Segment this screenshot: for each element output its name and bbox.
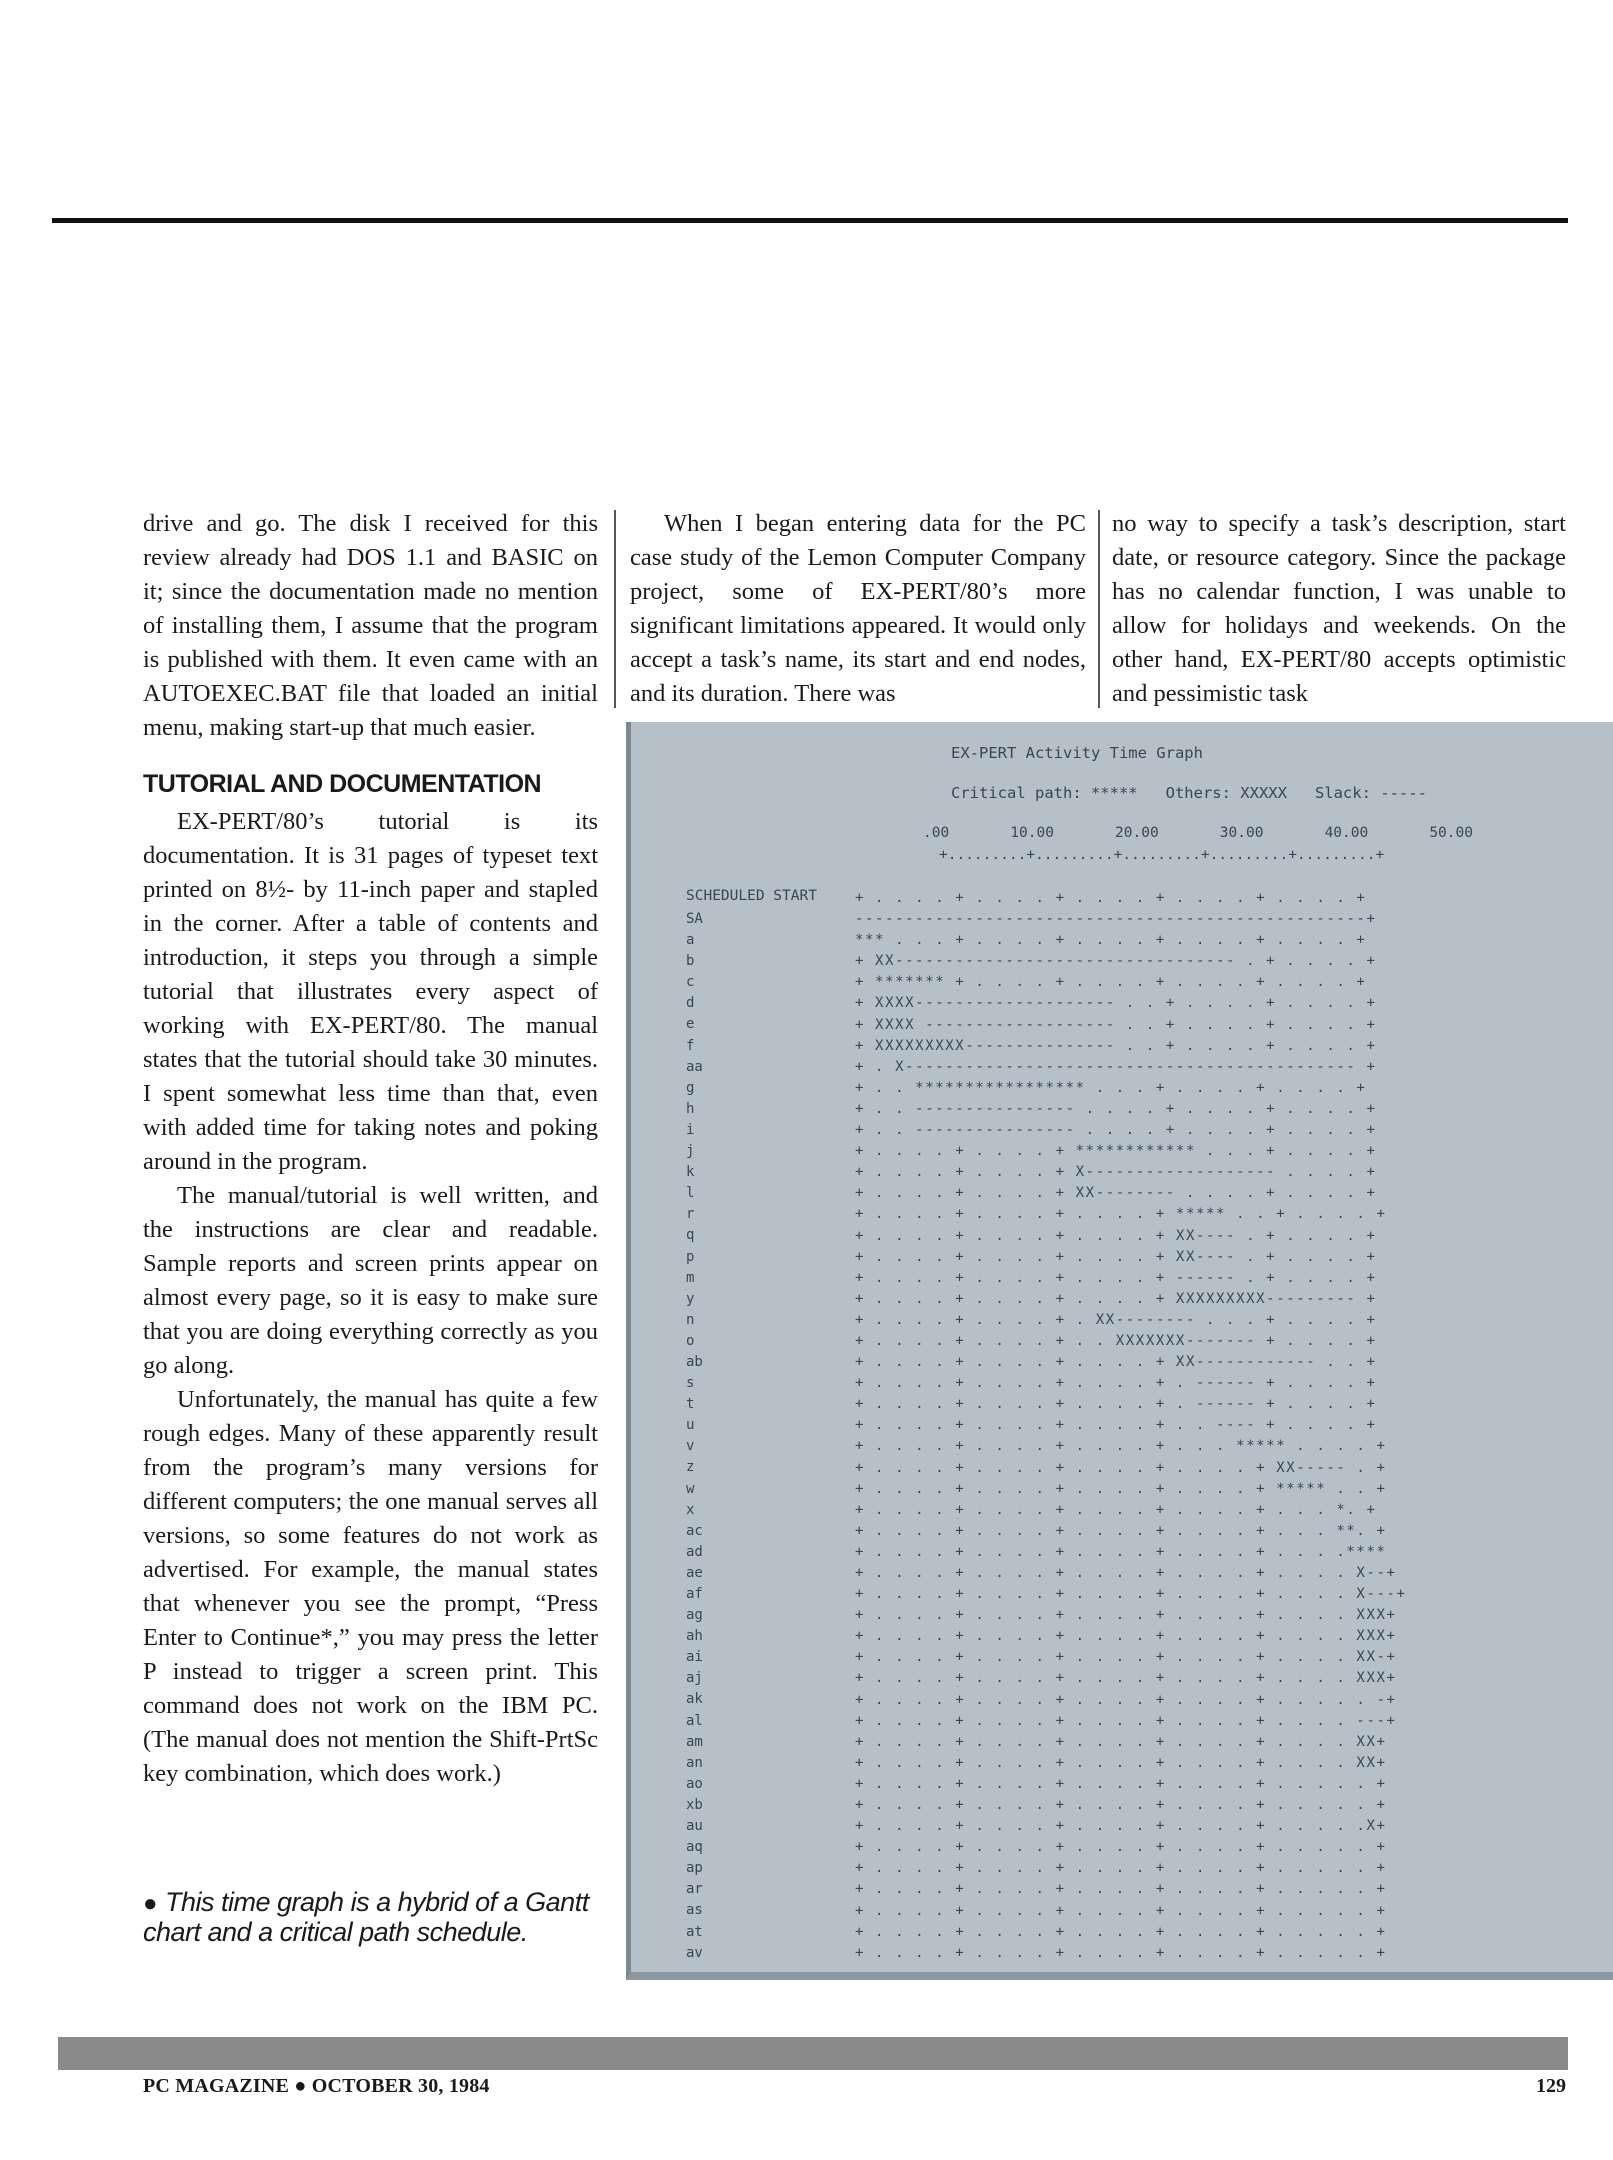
task-bar-row: + . . . . + . . . . + . . . . + . . . . + . . . . XX+ (855, 1733, 1387, 1750)
task-label: e (686, 1016, 695, 1033)
task-bar-row: + . . . . + . . . . + . . . . + . . . . + . . . . . + (855, 1923, 1387, 1940)
task-label: k (686, 1164, 695, 1181)
task-label: x (686, 1501, 695, 1518)
task-label: SA (686, 911, 703, 927)
task-bar-row: + . . ---------------- . . . . + . . . . + . . . . + (855, 1100, 1377, 1117)
task-bar-row: + . . . . + . . . . + . . . . + . . . . + ***** . . + (855, 1480, 1387, 1497)
task-bar-row: *** . . . + . . . . + . . . . + . . . . + . . . . + (855, 932, 1367, 949)
task-bar-row: + . . . . + . . . . + . . . . + . ------ + . . . . + (855, 1396, 1377, 1413)
task-bar-row: + . . . . + . . . . + . . . . + . . . . + . . . **. + (855, 1522, 1387, 1539)
task-label: ai (686, 1649, 703, 1666)
task-bar-row: + . . . . + . . . . + X------------------- . . . . + (855, 1164, 1377, 1181)
screen-legend: Critical path: ***** Others: XXXXX Slack: ----- (951, 784, 1427, 802)
task-label: f (686, 1037, 695, 1054)
task-bar-row: + . . . . + . . . . + . . . . + . . . . + . . . . .X+ (855, 1818, 1387, 1835)
column-divider (1098, 510, 1100, 708)
task-label: ar (686, 1881, 703, 1898)
task-label: v (686, 1438, 695, 1455)
task-bar-row: + XXXX-------------------- . . + . . . . + . . . . + (855, 995, 1377, 1012)
section-heading: TUTORIAL AND DOCUMENTATION (143, 770, 542, 798)
rough-edges-paragraph: Unfortunately, the manual has quite a few rough edges. Many of these apparently result from the program’s many versions for different computers; the one manual serves all versions, so some features do not work as advertised. For example, the manual states that whenever you see the prompt, “Press Enter to Continue*,” you may press the letter P instead to trigger a screen print. This command does not work on the IBM PC. (The manual does not mention the Shift-PrtSc key combination, which does work.) (143, 1386, 598, 1787)
task-label: xb (686, 1796, 703, 1813)
task-label: r (686, 1206, 695, 1223)
footer-bar (58, 2037, 1568, 2070)
task-label: o (686, 1332, 695, 1349)
task-label: aq (686, 1839, 703, 1856)
task-label: h (686, 1100, 695, 1117)
task-label: t (686, 1396, 695, 1413)
task-bar-row: + . . . . + . . . . + . . . . + XX---- . + . . . . + (855, 1227, 1377, 1244)
task-label: ao (686, 1775, 703, 1792)
task-label: au (686, 1818, 703, 1835)
task-bar-row: + . . . . + . . . . + XX-------- . . . . + . . . . + (855, 1185, 1377, 1202)
article-column-3 (1112, 507, 1566, 711)
task-bar-row: + . . . . + . . . . + . . . . + ***** . . + . . . . + (855, 1206, 1387, 1223)
task-bar-row: + . X--------------------------------------------- + (855, 1058, 1377, 1075)
task-bar-row: + . . . . + . . . . + . . . . + . . . . + . . . . ---+ (855, 1712, 1397, 1729)
task-bar-row: + . . . . + . . . . + . . XXXXXXX------- + . . . . + (855, 1332, 1377, 1349)
task-label-column (686, 909, 806, 1964)
task-bar-row: + . . . . + . . . . + . . . . + . . . . + . . . . . -+ (855, 1691, 1397, 1708)
task-label: l (686, 1185, 695, 1202)
task-bar-row: + . . . . + . . . . + . . . . + . . . . + . . . . XXX+ (855, 1628, 1397, 1645)
time-graph-screenshot (626, 722, 1613, 1980)
task-label: a (686, 932, 695, 949)
task-label: b (686, 953, 695, 970)
task-label: y (686, 1290, 695, 1307)
task-bar-row: + . . ***************** . . . + . . . . + . . . . + (855, 1079, 1367, 1096)
figure-caption (143, 1888, 593, 1947)
task-label: j (686, 1143, 695, 1160)
task-bar-row: + . . . . + . . . . + . . . . + . . . . + . . . . . + (855, 1902, 1387, 1919)
task-bar-row: + . . . . + . . . . + ************ . . . + . . . . + (855, 1143, 1377, 1160)
task-bar-row: + . . . . + . . . . + . . . . + . . . . + . . . . . + (855, 1797, 1387, 1814)
task-bar-row: + . . . . + . . . . + . . . . + . . . . + XX----- . + (855, 1459, 1387, 1476)
task-bar-row: + . . . . + . . . . + . . . . + . . . . + . . . . XX+ (855, 1754, 1387, 1771)
task-bar-row: + . . . . + . . . . + . . . . + XX---- . + . . . . + (855, 1248, 1377, 1265)
top-rule (52, 218, 1568, 223)
task-bar-row: + . . . . + . . . . + . . . . + . . . . + . . . . X--+ (855, 1565, 1397, 1581)
task-bar-row: + . . . . + . . . . + . . . . + . . . . + . . . . . + (855, 1944, 1387, 1961)
task-bar-row: + . . . . + . . . . + . . . . + . . . . + . . . . . + (855, 1839, 1387, 1856)
article-column-2 (630, 507, 1086, 711)
page-number: 129 (1536, 2075, 1566, 2097)
task-label: i (686, 1121, 695, 1138)
task-label: aa (686, 1058, 703, 1075)
task-bar-row: + XXXX ------------------- . . + . . . . + . . . . + (855, 1016, 1377, 1033)
scheduled-start-header: SCHEDULED START (686, 888, 817, 904)
task-bar-row: ---------------------------------------------------+ (855, 911, 1377, 928)
continuation-paragraph: no way to specify a task’s description, start date, or resource category. Since the package has no calendar function, I was unable to allow for holidays and weekends. On the other hand, EX-PERT/80 accepts optimistic and pessimistic task (1112, 510, 1566, 707)
task-label: p (686, 1248, 695, 1265)
task-bar-rows (855, 888, 1613, 1964)
task-label: at (686, 1923, 703, 1940)
task-bar-row: + . . . . + . . . . + . . . . + XX------------ . . + (855, 1354, 1377, 1371)
task-label: ab (686, 1353, 703, 1370)
column-divider (614, 510, 616, 708)
task-bar-row: + . . . . + . . . . + . . . . + . . . . + . . . . + (855, 890, 1367, 906)
task-label: ad (686, 1543, 703, 1560)
article-column-1 (143, 507, 598, 1791)
task-bar-row: + . . . . + . . . . + . . . . + . . . . + . . . . . + (855, 1881, 1387, 1898)
task-label: an (686, 1754, 703, 1771)
task-bar-row: + . . . . + . . . . + . . . . + . . . . + . . . . X---+ (855, 1586, 1407, 1603)
caption-text: This time graph is a hybrid of a Gantt chart and a critical path schedule. (143, 1887, 589, 1947)
task-bar-row: + . . . . + . . . . + . . . . + . . . . + . . . . XXX+ (855, 1607, 1397, 1624)
task-bar-row: + . . . . + . . . . + . . . . + . . . ***** . . . . + (855, 1438, 1387, 1455)
task-bar-row: + . . ---------------- . . . . + . . . . + . . . . + (855, 1122, 1377, 1139)
task-label: av (686, 1944, 703, 1961)
task-label: ac (686, 1522, 703, 1539)
task-bar-row: + . . . . + . . . . + . . . . + . . . . + . . . *. + (855, 1501, 1377, 1518)
task-label: u (686, 1417, 695, 1434)
task-label: z (686, 1459, 695, 1476)
task-label: ag (686, 1607, 703, 1624)
task-label: ah (686, 1628, 703, 1645)
task-label: g (686, 1079, 695, 1096)
task-bar-row: + . . . . + . . . . + . XX-------- . . . + . . . . + (855, 1311, 1377, 1328)
task-bar-row: + . . . . + . . . . + . . . . + . . . . + . . . . . + (855, 1860, 1387, 1877)
task-bar-row: + . . . . + . . . . + . . . . + . ------ + . . . . + (855, 1375, 1377, 1392)
caption-bullet-icon: ● (143, 1890, 157, 1917)
task-label: q (686, 1227, 695, 1244)
task-bar-row: + . . . . + . . . . + . . . . + . . ---- + . . . . + (855, 1417, 1377, 1434)
task-label: am (686, 1733, 703, 1750)
task-label: d (686, 995, 695, 1012)
time-axis: +.........+.........+.........+.........+.........+ (939, 847, 1385, 863)
task-label: as (686, 1902, 703, 1919)
task-bar-row: + . . . . + . . . . + . . . . + . . . . + . . . .**** (855, 1543, 1387, 1560)
task-bar-row: + XX---------------------------------- . + . . . . + (855, 953, 1377, 970)
task-bar-row: + XXXXXXXXX--------------- . . + . . . . + . . . . + (855, 1037, 1377, 1054)
manual-paragraph: The manual/tutorial is well written, and the instructions are clear and readable. Sample reports and screen prints appear on almost every page, so it is easy to make sure that you are doing everything correctly as you go along. (143, 1182, 598, 1379)
task-label: aj (686, 1670, 703, 1687)
tutorial-paragraph: EX-PERT/80’s tutorial is its documentation. It is 31 pages of typeset text printed on 8½- by 11-inch paper and stapled in the corner. After a table of contents and introduction, it steps you through a simple tutorial that illustrates every aspect of working with EX-PERT/80. The manual states that the tutorial should take 30 minutes. I spent somewhat less time than that, even with added time for taking notes and poking around in the program. (143, 808, 598, 1175)
task-bar-row: + . . . . + . . . . + . . . . + . . . . + . . . . . + (855, 1775, 1387, 1792)
footer-publication: PC MAGAZINE ● OCTOBER 30, 1984 (143, 2075, 490, 2097)
time-scale: .00 10.00 20.00 30.00 40.00 50.00 (923, 825, 1473, 841)
task-label: al (686, 1712, 703, 1729)
task-label: w (686, 1480, 695, 1497)
task-label: af (686, 1586, 703, 1602)
task-label: n (686, 1311, 695, 1328)
task-bar-row: + ******* + . . . . + . . . . + . . . . + . . . . + (855, 974, 1367, 991)
intro-paragraph: drive and go. The disk I received for this review already had DOS 1.1 and BASIC on it; since the documentation made no mention of installing them, I assume that the program is published with them. It even came with an AUTOEXEC.BAT file that loaded an initial menu, making start-up that much easier. (143, 510, 598, 741)
task-label: s (686, 1375, 695, 1392)
task-bar-row: + . . . . + . . . . + . . . . + . . . . + . . . . XX-+ (855, 1649, 1397, 1666)
task-bar-row: + . . . . + . . . . + . . . . + XXXXXXXXX--------- + (855, 1290, 1377, 1307)
task-label: ae (686, 1564, 703, 1581)
task-label: ap (686, 1860, 703, 1877)
screen-title: EX-PERT Activity Time Graph (951, 744, 1203, 762)
task-bar-row: + . . . . + . . . . + . . . . + . . . . + . . . . XXX+ (855, 1670, 1397, 1687)
task-label: ak (686, 1691, 703, 1708)
task-bar-row: + . . . . + . . . . + . . . . + ------ . + . . . . + (855, 1269, 1377, 1286)
task-label: c (686, 974, 695, 991)
limitations-paragraph: When I began entering data for the PC case study of the Lemon Computer Company project, some of EX-PERT/80’s more significant limitations appeared. It would only accept a task’s name, its start and end nodes, and its duration. There was (630, 510, 1086, 707)
task-label: m (686, 1269, 695, 1286)
